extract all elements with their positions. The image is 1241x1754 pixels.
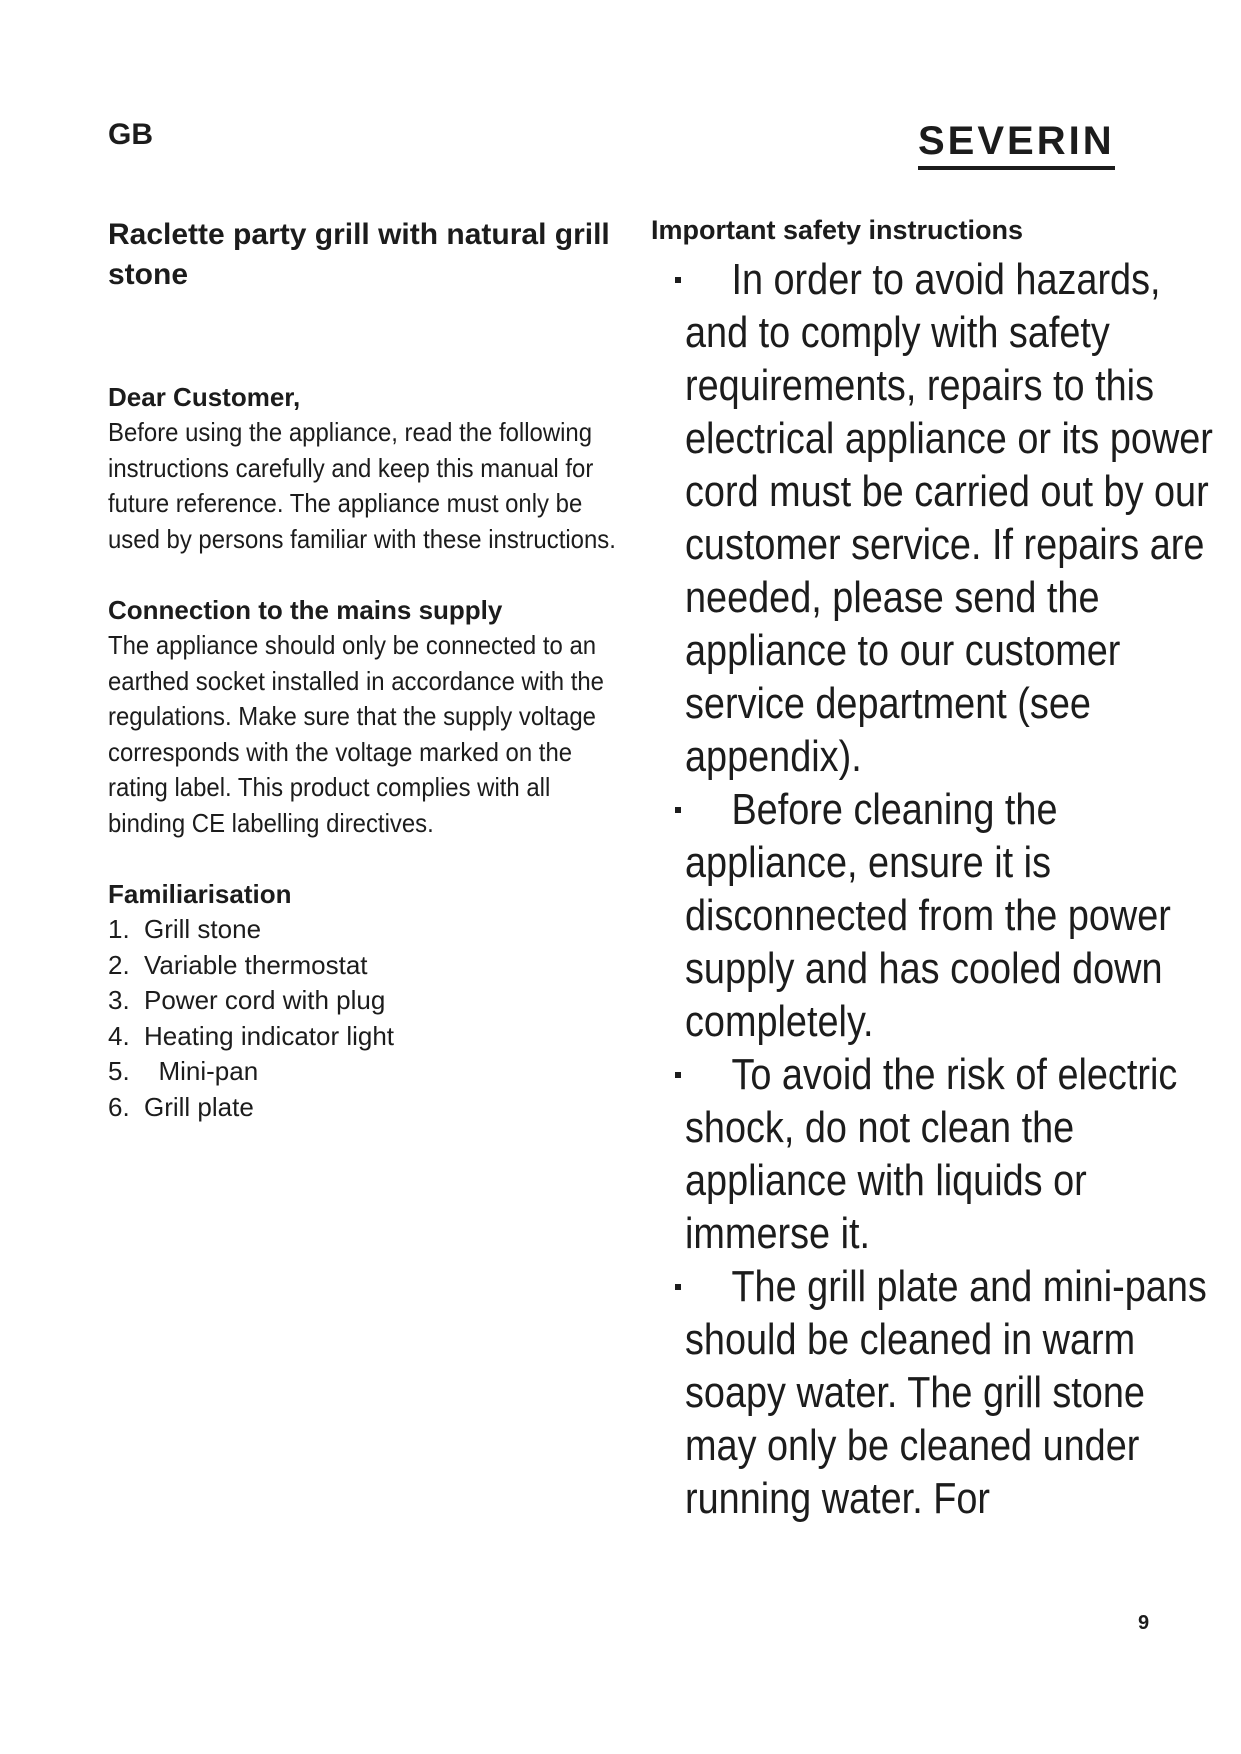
safety-heading: Important safety instructions (651, 215, 1024, 245)
bullet-icon (675, 807, 681, 813)
safety-item (651, 1048, 1211, 1260)
page-number: 9 (1138, 1612, 1150, 1634)
list-item (108, 1090, 620, 1126)
familiarisation-list (108, 912, 620, 1125)
list-item-number: 3. (108, 985, 130, 1015)
list-item (108, 948, 620, 984)
list-item-label: Grill stone (144, 914, 262, 944)
mains-supply-heading: Connection to the mains supply (108, 595, 503, 625)
list-item-number: 1. (108, 914, 130, 944)
severin-logo: SEVERIN (918, 118, 1115, 170)
safety-item-text: In order to avoid hazards, and to comply with safety requirements, repairs to this electrical appliance or its power cord must be carried out by our customer service. If repairs are needed, please send the appliance to our customer service department (see appendix). (685, 255, 1213, 781)
list-item-label: Grill plate (144, 1091, 254, 1122)
bullet-icon (675, 1284, 681, 1290)
familiarisation-heading: Familiarisation (108, 879, 292, 909)
list-item-label: Mini-pan (144, 1056, 259, 1086)
list-item (108, 983, 620, 1019)
list-item-label: Heating indicator light (144, 1020, 395, 1051)
document-title: Raclette party grill with natural grill stone (108, 218, 610, 291)
safety-item-text: To avoid the risk of electric shock, do not clean the appliance with liquids or immerse it. (685, 1050, 1178, 1258)
left-column (108, 215, 620, 1125)
list-item (108, 1054, 620, 1090)
list-item-label: Power cord with plug (144, 985, 386, 1015)
bullet-icon (675, 277, 681, 283)
bullet-icon (675, 1072, 681, 1078)
list-item-number: 4. (108, 1020, 130, 1051)
safety-item (651, 1260, 1211, 1525)
safety-list (651, 253, 1211, 1525)
dear-customer-text: Before using the appliance, read the following instructions carefully and keep this manual for future reference. The appliance must only be used by persons familiar with these instructions. (108, 417, 616, 554)
right-column (651, 213, 1211, 1525)
mains-supply-text: The appliance should only be connected to an earthed socket installed in accordance with the regulations. Make sure that the supply voltage corresponds with the voltage marked on the rating label. This product complies with all binding CE labelling directives. (108, 630, 604, 838)
list-item-number: 5. (108, 1056, 130, 1086)
list-item (108, 1019, 620, 1055)
safety-item (651, 253, 1211, 783)
list-item-number: 2. (108, 949, 130, 980)
safety-item-text: The grill plate and mini-pans should be cleaned in warm soapy water. The grill stone may only be cleaned under running water. For (685, 1262, 1207, 1523)
list-item-label: Variable thermostat (144, 949, 368, 980)
language-code: GB (108, 118, 153, 151)
list-item-number: 6. (108, 1091, 130, 1122)
safety-item (651, 783, 1211, 1048)
safety-item-text: Before cleaning the appliance, ensure it is disconnected from the power supply and has cooled down completely. (685, 785, 1171, 1046)
dear-customer-heading: Dear Customer, (108, 382, 301, 412)
list-item (108, 912, 620, 948)
